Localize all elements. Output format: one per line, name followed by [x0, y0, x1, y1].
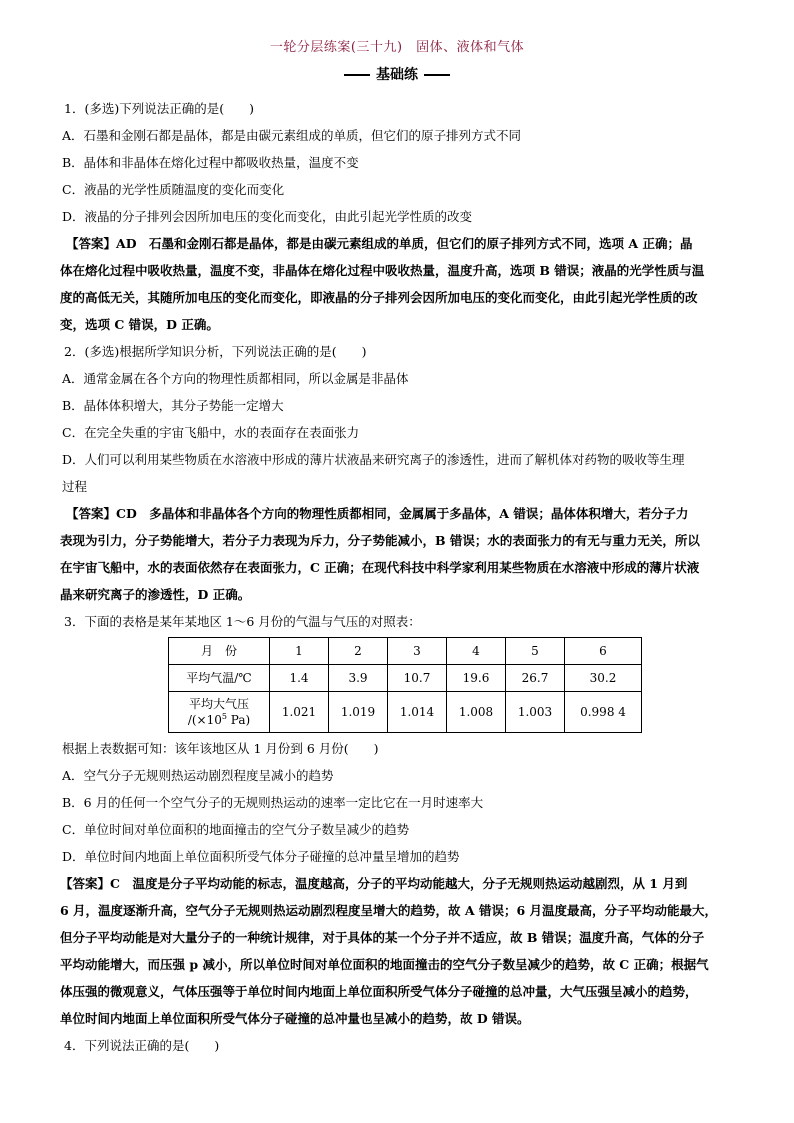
q3-answer-line: 但分子平均动能是对大量分子的一种统计规律，对于具体的某一个分子并不适应，故 B 错误；温度升高，气体的分子 — [60, 930, 705, 945]
q3-option-a: A．空气分子无规则热运动剧烈程度呈减小的趋势 — [62, 768, 334, 783]
q3-answer-line: 单位时间内地面上单位面积所受气体分子碰撞的总冲量也呈减小的趋势，故 D 错误。 — [60, 1011, 530, 1026]
section-title: 基础练 — [376, 67, 418, 83]
table-cell: 3.9 — [329, 665, 388, 692]
q2-stem: 2．(多选)根据所学知识分析，下列说法正确的是( ) — [64, 344, 367, 359]
q3-answer-line: 6 月，温度逐渐升高，空气分子无规则热运动剧烈程度呈增大的趋势，故 A 错误；6 月温度最高，分子平均动能最大， — [60, 903, 718, 918]
data-table — [168, 637, 642, 733]
q2-option-a: A．通常金属在各个方向的物理性质都相同，所以金属是非晶体 — [62, 371, 409, 386]
q3-option-c: C．单位时间对单位面积的地面撞击的空气分子数呈减少的趋势 — [62, 822, 410, 837]
q3-option-b: B．6 月的任何一个空气分子的无规则热运动的速率一定比它在一月时速率大 — [62, 795, 484, 810]
table-cell: 2 — [329, 638, 388, 665]
q2-option-b: B．晶体体积增大，其分子势能一定增大 — [62, 398, 284, 413]
table-cell: 1.008 — [447, 692, 506, 733]
q4-stem: 4．下列说法正确的是( ) — [64, 1038, 220, 1053]
table-cell: 3 — [388, 638, 447, 665]
q1-answer-line: 体在熔化过程中吸收热量，温度不变，非晶体在熔化过程中吸收热量，温度升高，选项 B 错误；液晶的光学性质与温 — [60, 263, 705, 278]
table-row-temperature — [169, 665, 642, 692]
q3-answer-line: 平均动能增大，而压强 p 减小，所以单位时间对单位面积的地面撞击的空气分子数呈减少的趋势，故 C 正确；根据气 — [60, 957, 709, 972]
table-cell: 1.003 — [506, 692, 565, 733]
q1-answer-line: 变，选项 C 错误，D 正确。 — [60, 317, 219, 332]
q2-answer-line: 表现为引力，分子势能增大，若分子力表现为斥力，分子势能减小，B 错误；水的表面张力的有无与重力无关，所以 — [60, 533, 700, 548]
table-cell: 1.4 — [270, 665, 329, 692]
table-cell: 1.021 — [270, 692, 329, 733]
q2-answer-line: 在宇宙飞船中，水的表面依然存在表面张力，C 正确；在现代科技中科学家利用某些物质在水溶液中形成的薄片状液 — [60, 560, 700, 575]
pressure-label-line2 — [175, 712, 263, 728]
table-cell: 30.2 — [565, 665, 642, 692]
table-header-cell: 平均气温/℃ — [169, 665, 270, 692]
q3-answer-line: 【答案】C 温度是分子平均动能的标志，温度越高，分子的平均动能越大，分子无规则热运动越剧烈，从 1 月到 — [60, 876, 688, 891]
q3-option-d: D．单位时间内地面上单位面积所受气体分子碰撞的总冲量呈增加的趋势 — [62, 849, 460, 864]
content — [60, 95, 760, 1059]
table-row-pressure — [169, 692, 642, 733]
q1-option-c: C．液晶的光学性质随温度的变化而变化 — [62, 182, 285, 197]
q1-answer-line: 【答案】AD 石墨和金刚石都是晶体，都是由碳元素组成的单质，但它们的原子排列方式不同，选项 A 正确；晶 — [66, 236, 693, 251]
table-cell: 0.998 4 — [565, 692, 642, 733]
q3-answer-line: 体压强的微观意义，气体压强等于单位时间内地面上单位面积所受气体分子碰撞的总冲量，大气压强呈减小的趋势， — [60, 984, 698, 999]
q2-answer-line: 晶来研究离子的渗透性，D 正确。 — [60, 587, 251, 602]
q3-stem: 3．下面的表格是某年某地区 1～6 月份的气温与气压的对照表： — [64, 614, 421, 629]
page-title: 一轮分层练案(三十九) 固体、液体和气体 — [269, 40, 525, 55]
q2-option-c: C．在完全失重的宇宙飞船中，水的表面存在表面张力 — [62, 425, 360, 440]
table-cell: 6 — [565, 638, 642, 665]
table-cell: 1 — [270, 638, 329, 665]
right-rule — [424, 74, 450, 76]
q1-option-a: A．石墨和金刚石都是晶体，都是由碳元素组成的单质，但它们的原子排列方式不同 — [62, 128, 522, 143]
q3-after-table: 根据上表数据可知：该年该地区从 1 月份到 6 月份( ) — [62, 741, 379, 756]
table-header-cell — [169, 692, 270, 733]
table-cell: 5 — [506, 638, 565, 665]
q1-answer-line: 度的高低无关，其随所加电压的变化而变化，即液晶的分子排列会因所加电压的变化而变化，由此引起光学性质的改 — [60, 290, 698, 305]
table-row-month — [169, 638, 642, 665]
q1-option-b: B．晶体和非晶体在熔化过程中都吸收热量，温度不变 — [62, 155, 359, 170]
q2-answer-line: 【答案】CD 多晶体和非晶体各个方向的物理性质都相同，金属属于多晶体，A 错误；晶体体积增大，若分子力 — [66, 506, 689, 521]
table-cell: 19.6 — [447, 665, 506, 692]
table-cell: 10.7 — [388, 665, 447, 692]
table-header-cell: 月 份 — [169, 638, 270, 665]
pressure-unit-exponent: 5 — [221, 712, 227, 721]
q1-option-d: D．液晶的分子排列会因所加电压的变化而变化，由此引起光学性质的改变 — [62, 209, 473, 224]
pressure-unit-prefix: /(×10 — [187, 713, 222, 727]
table-cell: 26.7 — [506, 665, 565, 692]
table-cell: 4 — [447, 638, 506, 665]
q2-option-d-cont: 过程 — [62, 479, 88, 494]
left-rule — [344, 74, 370, 76]
q1-stem: 1．(多选)下列说法正确的是( ) — [64, 101, 254, 116]
table-cell: 1.014 — [388, 692, 447, 733]
pressure-unit-suffix: Pa) — [226, 713, 251, 727]
section-heading — [0, 64, 794, 84]
q2-option-d: D．人们可以利用某些物质在水溶液中形成的薄片状液晶来研究离子的渗透性，进而了解机体对药物的吸收等生理 — [62, 452, 685, 467]
pressure-label-line1: 平均大气压 — [188, 697, 249, 711]
table-cell: 1.019 — [329, 692, 388, 733]
